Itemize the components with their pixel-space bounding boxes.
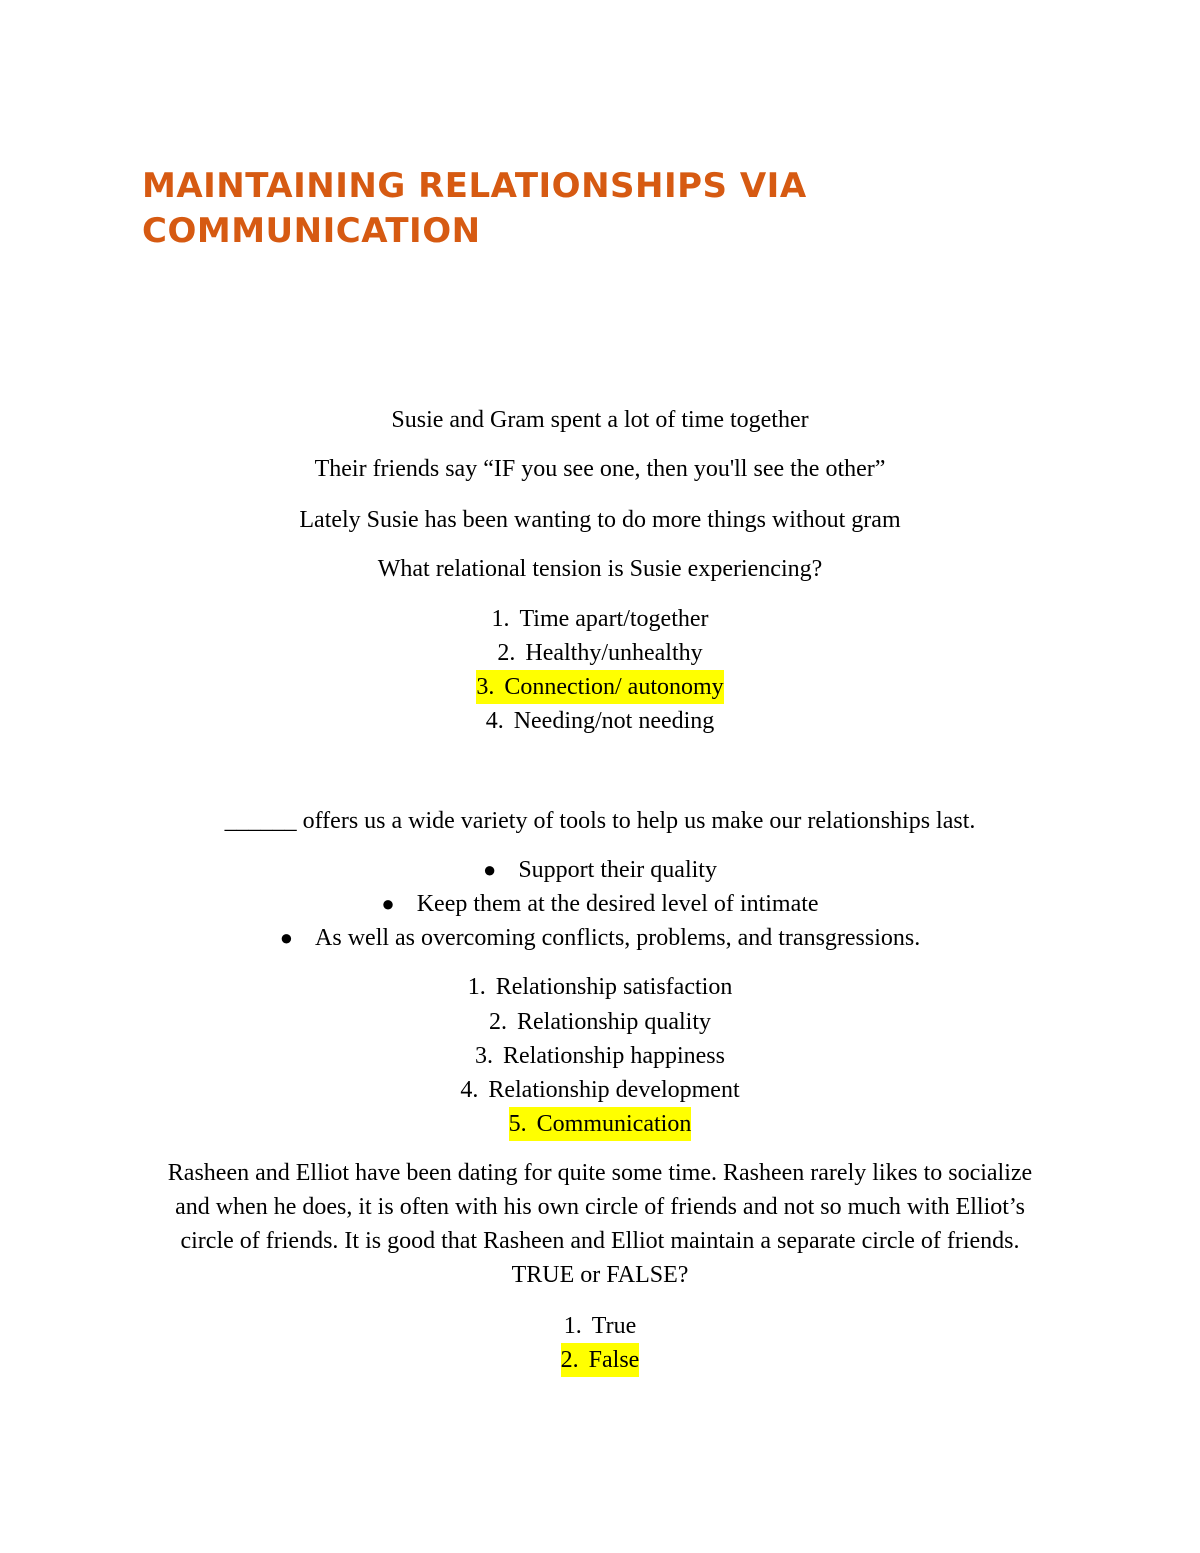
option-item — [497, 636, 702, 670]
bullet-icon: ● — [381, 891, 395, 916]
question2-bullet-2 — [0, 887, 1200, 921]
option-number: 3. — [475, 1043, 493, 1069]
bullet-icon: ● — [279, 925, 294, 950]
bullet-text: Support their quality — [518, 857, 717, 883]
option-text: Relationship development — [488, 1077, 740, 1103]
bullet-text: Keep them at the desired level of intimate — [416, 891, 819, 917]
question1-line-3: Lately Susie has been wanting to do more things without gram — [299, 507, 901, 533]
option-text: Healthy/unhealthy — [525, 640, 703, 666]
option-number: 1. — [491, 606, 510, 632]
question1-option-1 — [0, 602, 1200, 636]
option-number: 2. — [497, 640, 516, 666]
option-text: Communication — [536, 1111, 692, 1137]
question2-option-5 — [0, 1107, 1200, 1141]
option-item — [489, 1005, 711, 1039]
bullet-text: As well as overcoming conflicts, problems, and transgressions. — [315, 925, 921, 951]
option-item — [486, 704, 715, 738]
bullet-icon: ● — [483, 857, 497, 882]
question2-option-3 — [0, 1039, 1200, 1073]
question3-option-1 — [0, 1309, 1200, 1343]
option-text: Relationship happiness — [503, 1043, 725, 1069]
option-text: Time apart/together — [519, 606, 709, 632]
option-number: 1. — [563, 1313, 582, 1339]
highlighted-answer — [476, 670, 723, 704]
option-number: 3. — [476, 674, 495, 700]
option-text: Needing/not needing — [513, 708, 715, 734]
document-title: MAINTAINING RELATIONSHIPS VIA COMMUNICATION — [142, 166, 807, 251]
option-text: Relationship quality — [517, 1009, 711, 1035]
question1-line-1: Susie and Gram spent a lot of time together — [391, 407, 809, 433]
option-number: 5. — [508, 1111, 527, 1137]
question1-option-2 — [0, 636, 1200, 670]
option-item — [491, 602, 708, 636]
option-number: 2. — [560, 1347, 579, 1373]
option-number: 4. — [460, 1077, 479, 1103]
option-number: 1. — [467, 974, 486, 1000]
option-item — [460, 1073, 739, 1107]
question1-option-3 — [0, 670, 1200, 704]
option-text: False — [588, 1347, 640, 1373]
question1-line-2: Their friends say “IF you see one, then you'll see the other” — [314, 456, 886, 482]
option-text: True — [591, 1313, 637, 1339]
highlighted-answer — [509, 1107, 692, 1141]
question2-option-2 — [0, 1005, 1200, 1039]
option-number: 2. — [489, 1009, 507, 1035]
question2-option-4 — [0, 1073, 1200, 1107]
question1-question: What relational tension is Susie experiencing? — [377, 556, 823, 582]
question2-bullet-1 — [0, 853, 1200, 887]
question1-option-4 — [0, 704, 1200, 738]
option-number: 4. — [485, 708, 504, 734]
highlighted-answer — [561, 1343, 640, 1377]
option-item — [475, 1039, 725, 1073]
question2-bullet-3 — [0, 921, 1200, 955]
question2-prompt: ______ offers us a wide variety of tools to help us make our relationships last. — [224, 808, 976, 834]
option-item — [564, 1309, 636, 1343]
question3-prompt: Rasheen and Elliot have been dating for quite some time. Rasheen rarely likes to socialize and when he does, it is often with his own circle of friends and not so much with Elliot’s circle of friends. It is good that Rasheen and Elliot maintain a separate circle of friends. TRUE or FALSE? — [167, 1160, 1033, 1288]
option-text: Relationship satisfaction — [495, 974, 733, 1000]
option-item — [468, 970, 733, 1004]
option-text: Connection/ autonomy — [504, 674, 724, 700]
question2-option-1 — [0, 970, 1200, 1004]
question3-option-2 — [0, 1343, 1200, 1377]
